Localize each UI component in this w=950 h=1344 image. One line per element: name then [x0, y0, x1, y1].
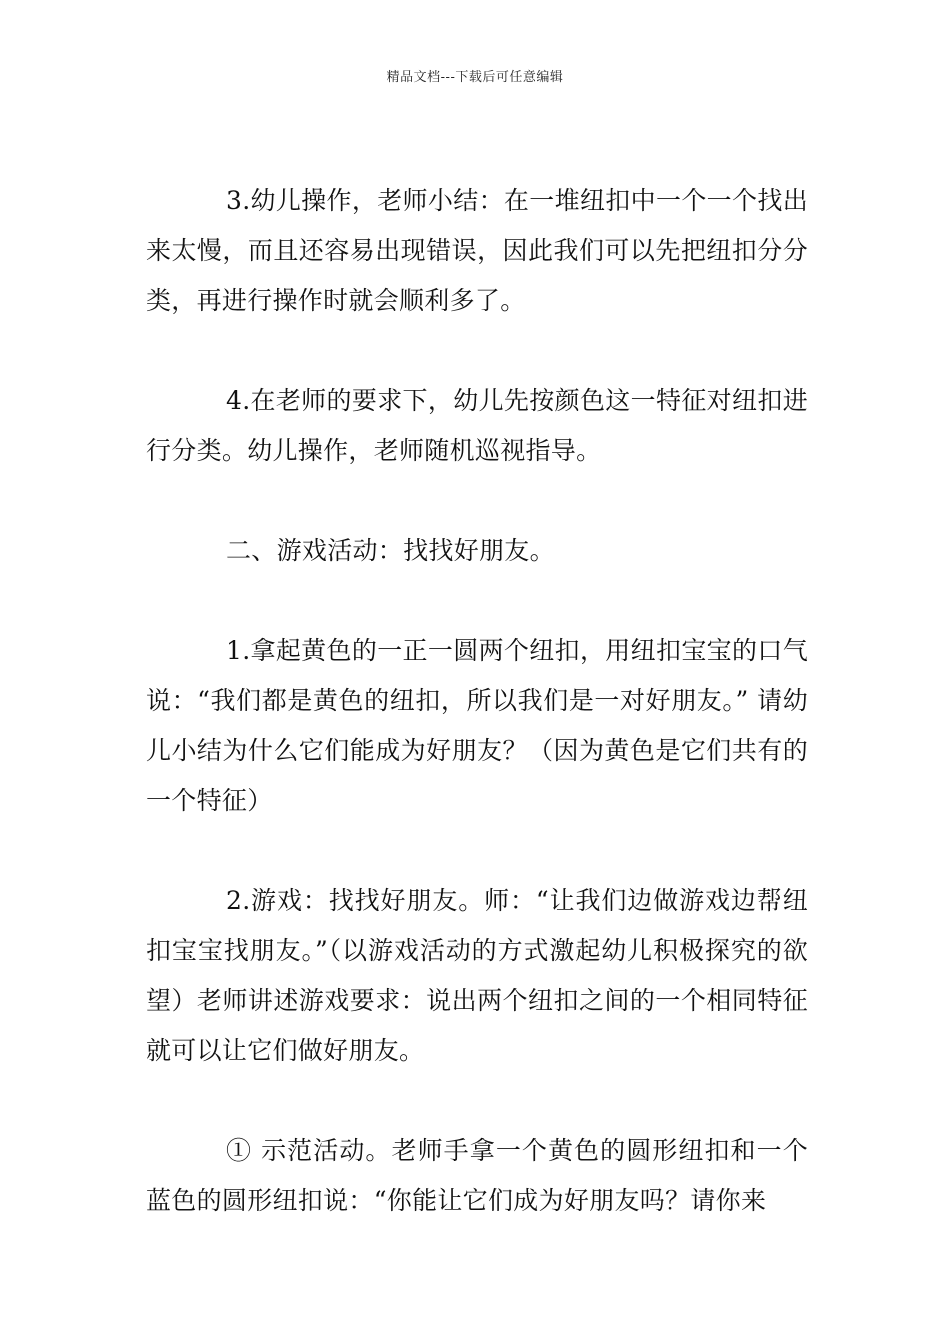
- document-body: [146, 176, 808, 1226]
- paragraph-step-4: 4.在老师的要求下，幼儿先按颜色这一特征对纽扣进行分类。幼儿操作，老师随机巡视指导。: [146, 386, 808, 465]
- paragraph-game-step-2: 2.游戏：找找好朋友。师：“让我们边做游戏边帮纽扣宝宝找朋友。”（以游戏活动的方式激起幼儿积极探究的欲望）老师讲述游戏要求：说出两个纽扣之间的一个相同特征就可以让它们做好朋友。: [146, 886, 808, 1065]
- paragraph-demo-activity: ① 示范活动。老师手拿一个黄色的圆形纽扣和一个蓝色的圆形纽扣说：“你能让它们成为好朋友吗？请你来: [146, 1136, 808, 1215]
- paragraph-game-step-1: 1.拿起黄色的一正一圆两个纽扣，用纽扣宝宝的口气说：“我们都是黄色的纽扣，所以我们是一对好朋友。” 请幼儿小结为什么它们能成为好朋友？（因为黄色是它们共有的一个特征）: [146, 636, 808, 815]
- paragraph-step-3: 3.幼儿操作，老师小结：在一堆纽扣中一个一个找出来太慢，而且还容易出现错误，因此我们可以先把纽扣分分类，再进行操作时就会顺利多了。: [146, 186, 808, 315]
- page-header: 精品文档---下载后可任意编辑: [386, 70, 564, 85]
- section-heading-game-activity: 二、游戏活动：找找好朋友。: [226, 536, 555, 565]
